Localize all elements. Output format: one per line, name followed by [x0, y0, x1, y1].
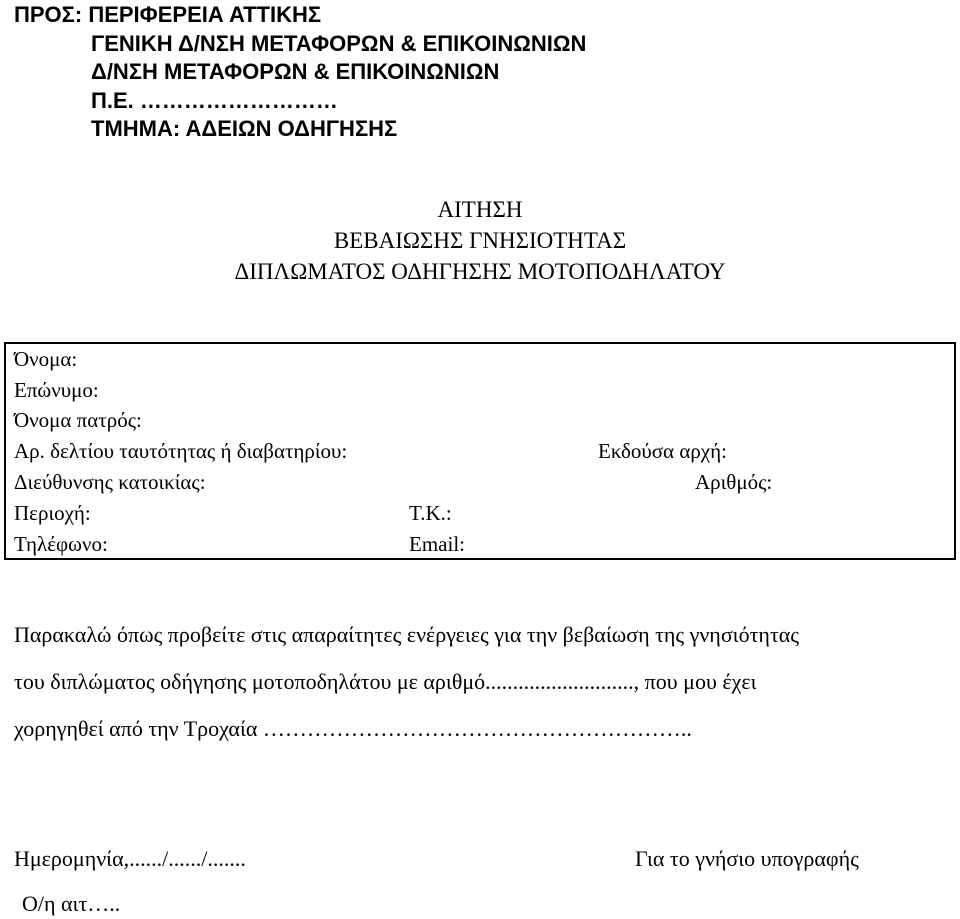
signature-caption: Για το γνήσιο υπογραφής — [635, 846, 859, 871]
address-label: Διεύθυνσης κατοικίας: — [14, 470, 206, 494]
issuing-authority-label: Εκδούσα αρχή: — [598, 439, 727, 463]
request-text-line-1: Παρακαλώ όπως προβείτε στις απαραίτητες ενέργειες για την βεβαίωση της γνησιότητας — [14, 622, 800, 647]
name-label: Όνομα: — [14, 347, 78, 371]
date-field: Ημερομηνία,....../....../....... — [14, 846, 246, 871]
department-line: ΤΜΗΜΑ: ΑΔΕΙΩΝ ΟΔΗΓΗΣΗΣ — [91, 116, 398, 141]
street-number-label: Αριθμός: — [695, 470, 773, 494]
id-number-label: Αρ. δελτίου ταυτότητας ή διαβατηρίου: — [14, 439, 348, 463]
request-text-line-3: χορηγηθεί από την Τροχαία ………………………………………………….. — [14, 716, 692, 741]
phone-label: Τηλέφωνο: — [14, 532, 108, 556]
general-directorate-line: ΓΕΝΙΚΗ Δ/ΝΣΗ ΜΕΤΑΦΟΡΩΝ & ΕΠΙΚΟΙΝΩΝΙΩΝ — [91, 31, 587, 56]
father-name-label: Όνομα πατρός: — [14, 408, 142, 432]
document-subtitle-2: ΔΙΠΛΩΜΑΤΟΣ ΟΔΗΓΗΣΗΣ ΜΟΤΟΠΟΔΗΛΑΤΟΥ — [234, 259, 726, 284]
request-text-line-2: του διπλώματος οδήγησης μοτοποδηλάτου με αριθμό..........................., που μου έχει — [14, 669, 757, 694]
regional-unit-line: Π.Ε. ……………………… — [91, 88, 338, 113]
document-subtitle-1: ΒΕΒΑΙΩΣΗΣ ΓΝΗΣΙΟΤΗΤΑΣ — [333, 228, 627, 253]
directorate-line: Δ/ΝΣΗ ΜΕΤΑΦΟΡΩΝ & ΕΠΙΚΟΙΝΩΝΙΩΝ — [91, 59, 500, 84]
postal-code-label: Τ.Κ.: — [409, 501, 452, 525]
area-label: Περιοχή: — [14, 501, 91, 525]
recipient-line: ΠΡΟΣ: ΠΕΡΙΦΕΡΕΙΑ ΑΤΤΙΚΗΣ — [14, 2, 322, 27]
email-label: Email: — [409, 532, 465, 556]
surname-label: Επώνυμο: — [14, 378, 99, 402]
document-title: ΑΙΤΗΣΗ — [437, 197, 523, 222]
applicant-signature-line: Ο/η αιτ….. — [22, 891, 121, 916]
